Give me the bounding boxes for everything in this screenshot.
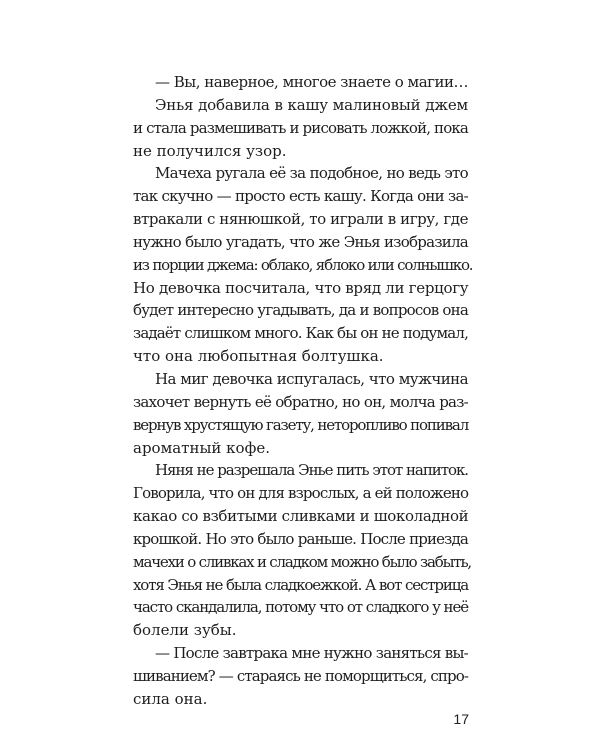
page-number: 17 (453, 711, 469, 727)
text-line: Говорила, что он для взрослых, а ей положено (133, 484, 469, 503)
text-line: из порции джема: облако, яблоко или солнышко. (133, 255, 473, 274)
text-line: втракали с нянюшкой, то играли в игру, где (133, 210, 468, 229)
text-line: часто скандалила, потому что от сладкого у неё (133, 598, 468, 617)
text-line: Мачеха ругала её за подобное, но ведь это (155, 164, 468, 183)
text-line: ароматный кофе. (133, 438, 270, 457)
text-line: — После завтрака мне нужно заняться вы- (155, 644, 468, 663)
text-line: Но девочка посчитала, что вряд ли герцогу (133, 278, 469, 297)
text-line: будет интересно угадывать, да и вопросов она (133, 301, 468, 320)
page-body (133, 71, 473, 711)
text-line: хотя Энья не была сладкоежкой. А вот сестрица (133, 575, 468, 594)
text-line: задаёт слишком много. Как бы он не подумал, (133, 324, 468, 343)
text-line: крошкой. Но это было раньше. После приезда (133, 529, 468, 548)
text-line: какао со взбитыми сливками и шоколадной (133, 507, 469, 526)
text-line: Няня не разрешала Энье пить этот напиток. (155, 461, 468, 480)
paragraph (133, 162, 473, 368)
text-line: сила она. (133, 689, 208, 708)
paragraph (133, 642, 468, 711)
text-line: так скучно — просто есть кашу. Когда они за- (133, 187, 468, 206)
paragraph (133, 459, 471, 642)
text-line: нужно было угадать, что же Энья изобразила (133, 232, 468, 251)
text-line: и стала размешивать и рисовать ложкой, пока (133, 118, 468, 137)
paragraph (133, 71, 468, 94)
text-line: вернув хрустящую газету, неторопливо попивал (133, 415, 469, 434)
text-line: захочет вернуть её обратно, но он, молча раз- (133, 392, 468, 411)
text-line: мачехи о сливках и сладком можно было забыть, (133, 552, 471, 571)
text-line: не получился узор. (133, 141, 287, 160)
text-line: болели зубы. (133, 621, 237, 640)
paragraph (133, 94, 468, 163)
text-line: На миг девочка испугалась, что мужчина (155, 369, 468, 388)
text-line: что она любопытная болтушка. (133, 347, 384, 366)
text-line: шиванием? — стараясь не поморщиться, спро- (133, 666, 468, 685)
text-line: — Вы, наверное, многое знаете о магии… (155, 73, 469, 91)
text-line: Энья добавила в кашу малиновый джем (155, 95, 468, 114)
paragraph (133, 368, 468, 459)
